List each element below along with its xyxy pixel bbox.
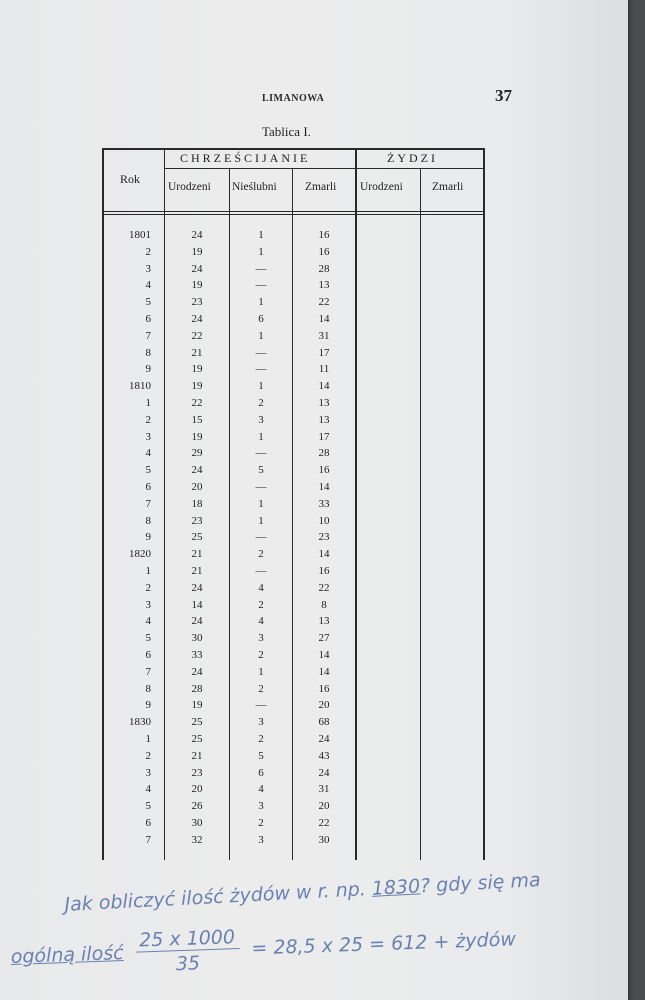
cell-year: 3: [145, 766, 151, 779]
cell-year: 1: [145, 397, 151, 409]
cell-chr-nieslubni: 3: [258, 800, 264, 813]
cell-chr-zmarli: 68: [318, 716, 330, 729]
handwritten-note-line-2: [10, 916, 517, 981]
cell-chr-zmarli: 11: [318, 363, 330, 376]
cell-chr-zmarli: 16: [318, 565, 330, 577]
cell-chr-nieslubni: —: [255, 481, 267, 493]
handwritten-fraction: [135, 926, 240, 977]
handwritten-note-year: 1830: [371, 875, 421, 900]
cell-year: 6: [145, 649, 151, 661]
cell-chr-urodzeni: 26: [191, 800, 203, 813]
handwritten-note-line-1-a: Jak obliczyć ilość żydów w r. np.: [64, 878, 367, 916]
cell-chr-zmarli: 14: [318, 313, 330, 325]
cell-chr-nieslubni: 6: [258, 313, 264, 325]
cell-chr-nieslubni: 1: [258, 497, 264, 510]
cell-chr-urodzeni: 24: [191, 665, 203, 678]
cell-chr-zmarli: 16: [318, 245, 330, 258]
cell-chr-urodzeni: 21: [191, 565, 203, 577]
data-table: [102, 148, 484, 860]
cell-chr-urodzeni: 19: [191, 430, 203, 443]
cell-chr-zmarli: 27: [318, 632, 330, 645]
cell-year: 6: [145, 817, 151, 829]
cell-chr-nieslubni: 4: [258, 615, 264, 628]
cell-chr-zmarli: 14: [318, 548, 330, 561]
cell-year: 2: [145, 245, 151, 258]
cell-year: 7: [145, 497, 151, 510]
subheader-chr-nieslubni: Nieślubni: [232, 181, 277, 193]
cell-chr-nieslubni: 3: [258, 833, 264, 846]
cell-chr-zmarli: 33: [318, 497, 330, 510]
cell-chr-zmarli: 20: [318, 800, 330, 813]
header-bottom-border-2: [102, 214, 484, 215]
cell-chr-urodzeni: 19: [191, 380, 203, 393]
cell-chr-nieslubni: 2: [258, 817, 264, 829]
cell-chr-urodzeni: 22: [191, 329, 203, 342]
cell-chr-nieslubni: 2: [258, 682, 264, 695]
cell-chr-zmarli: 22: [318, 581, 330, 594]
cell-year: 9: [145, 363, 151, 376]
cell-year: 1820: [129, 548, 151, 561]
cell-chr-zmarli: 17: [318, 430, 330, 443]
running-title: LIMANOWA: [262, 93, 325, 104]
cell-year: 5: [145, 296, 151, 309]
cell-year: 3: [145, 598, 151, 611]
handwritten-fraction-denominator: 35: [175, 952, 201, 976]
cell-chr-zmarli: 14: [318, 649, 330, 661]
cell-chr-nieslubni: —: [255, 262, 267, 275]
cell-chr-nieslubni: 1: [258, 665, 264, 678]
cell-chr-urodzeni: 19: [191, 279, 203, 292]
handwritten-note-line-2-a: ogólną ilość: [10, 942, 124, 968]
cell-chr-urodzeni: 30: [191, 817, 203, 829]
cell-chr-zmarli: 31: [318, 783, 330, 796]
cell-year: 1810: [129, 380, 151, 393]
subheader-chr-zmarli: Zmarli: [305, 181, 337, 193]
header-group-chrzescijanie: CHRZEŚCIJANIE: [180, 151, 311, 165]
cell-year: 2: [145, 581, 151, 594]
cell-chr-nieslubni: —: [255, 531, 267, 544]
cell-chr-zmarli: 13: [318, 615, 330, 628]
cell-chr-zmarli: 8: [321, 598, 327, 611]
handwritten-note-line-2-b: = 28,5 x 25 = 612 + żydów: [251, 928, 517, 960]
cell-year: 8: [145, 514, 151, 527]
group-header-divider: [164, 168, 484, 169]
cell-chr-nieslubni: 1: [258, 329, 264, 342]
cell-chr-nieslubni: —: [255, 346, 267, 359]
cell-chr-urodzeni: 23: [191, 296, 203, 309]
cell-chr-nieslubni: —: [255, 447, 267, 460]
cell-year: 4: [145, 447, 151, 460]
cell-chr-nieslubni: 3: [258, 413, 264, 426]
handwritten-note-line-1-b: ? gdy się ma: [419, 869, 542, 898]
cell-chr-urodzeni: 32: [191, 833, 203, 846]
cell-chr-urodzeni: 25: [191, 716, 203, 729]
cell-year: 1801: [129, 229, 151, 241]
cell-chr-nieslubni: 1: [258, 245, 264, 258]
cell-chr-zmarli: 24: [318, 766, 330, 779]
cell-chr-urodzeni: 33: [191, 649, 203, 661]
cell-chr-nieslubni: 2: [258, 649, 264, 661]
handwritten-fraction-numerator: 25 x 1000: [135, 926, 240, 953]
subheader-zyd-urodzeni: Urodzeni: [360, 181, 403, 193]
cell-chr-nieslubni: —: [255, 699, 267, 712]
cell-year: 8: [145, 682, 151, 695]
cell-year: 2: [145, 413, 151, 426]
cell-chr-urodzeni: 21: [191, 749, 203, 762]
cell-chr-zmarli: 24: [318, 733, 330, 745]
cell-chr-urodzeni: 20: [191, 481, 203, 493]
cell-chr-urodzeni: 21: [191, 548, 203, 561]
cell-year: 7: [145, 665, 151, 678]
cell-chr-nieslubni: 4: [258, 783, 264, 796]
subheader-chr-urodzeni: Urodzeni: [168, 181, 211, 193]
cell-chr-zmarli: 16: [318, 229, 330, 241]
col-divider-groups: [355, 148, 357, 860]
cell-chr-zmarli: 16: [318, 682, 330, 695]
cell-year: 4: [145, 615, 151, 628]
cell-year: 1: [145, 565, 151, 577]
cell-chr-zmarli: 31: [318, 329, 330, 342]
header-rok: Rok: [120, 172, 141, 186]
cell-chr-nieslubni: 2: [258, 598, 264, 611]
cell-year: 8: [145, 346, 151, 359]
cell-year: 6: [145, 313, 151, 325]
cell-chr-zmarli: 22: [318, 817, 330, 829]
cell-chr-zmarli: 28: [318, 447, 330, 460]
cell-chr-urodzeni: 23: [191, 514, 203, 527]
cell-chr-zmarli: 22: [318, 296, 330, 309]
cell-chr-urodzeni: 19: [191, 245, 203, 258]
cell-chr-nieslubni: —: [255, 279, 267, 292]
cell-chr-zmarli: 20: [318, 699, 330, 712]
cell-chr-urodzeni: 24: [191, 464, 203, 477]
cell-chr-nieslubni: 1: [258, 296, 264, 309]
cell-chr-nieslubni: —: [255, 363, 267, 376]
cell-year: 7: [145, 329, 151, 342]
cell-chr-nieslubni: 3: [258, 716, 264, 729]
header-bottom-border: [102, 211, 484, 212]
cell-chr-zmarli: 23: [318, 531, 330, 544]
cell-chr-nieslubni: 2: [258, 733, 264, 745]
cell-chr-nieslubni: 2: [258, 397, 264, 409]
cell-year: 1: [145, 733, 151, 745]
cell-chr-nieslubni: 5: [258, 749, 264, 762]
cell-chr-zmarli: 30: [318, 833, 330, 846]
cell-chr-urodzeni: 22: [191, 397, 203, 409]
cell-chr-zmarli: 43: [318, 749, 330, 762]
cell-chr-zmarli: 14: [318, 481, 330, 493]
cell-chr-urodzeni: 19: [191, 699, 203, 712]
cell-chr-nieslubni: 6: [258, 766, 264, 779]
cell-chr-zmarli: 13: [318, 279, 330, 292]
cell-year: 5: [145, 632, 151, 645]
cell-chr-nieslubni: —: [255, 565, 267, 577]
cell-chr-nieslubni: 1: [258, 430, 264, 443]
handwritten-note-line-1: [64, 869, 541, 916]
cell-year: 9: [145, 699, 151, 712]
cell-chr-zmarli: 14: [318, 380, 330, 393]
cell-chr-nieslubni: 5: [258, 464, 264, 477]
cell-chr-urodzeni: 18: [191, 497, 203, 510]
page-number: 37: [495, 86, 512, 105]
cell-chr-urodzeni: 24: [191, 313, 203, 325]
header-group-zydzi: ŻYDZI: [387, 151, 438, 165]
cell-year: 4: [145, 279, 151, 292]
table-right-border: [483, 148, 485, 860]
cell-chr-urodzeni: 24: [191, 615, 203, 628]
cell-chr-nieslubni: 1: [258, 229, 264, 241]
cell-chr-urodzeni: 19: [191, 363, 203, 376]
table-top-border: [102, 148, 484, 150]
cell-chr-zmarli: 28: [318, 262, 330, 275]
cell-chr-urodzeni: 24: [191, 581, 203, 594]
cell-year: 6: [145, 481, 151, 493]
cell-chr-zmarli: 16: [318, 464, 330, 477]
cell-chr-nieslubni: 2: [258, 548, 264, 561]
cell-year: 5: [145, 800, 151, 813]
cell-year: 3: [145, 430, 151, 443]
cell-year: 5: [145, 464, 151, 477]
cell-chr-urodzeni: 24: [191, 262, 203, 275]
cell-chr-urodzeni: 20: [191, 783, 203, 796]
cell-year: 7: [145, 833, 151, 846]
cell-year: 9: [145, 531, 151, 544]
cell-chr-urodzeni: 28: [191, 682, 203, 695]
cell-chr-urodzeni: 25: [191, 531, 203, 544]
cell-chr-urodzeni: 29: [191, 447, 203, 460]
cell-chr-urodzeni: 25: [191, 733, 203, 745]
cell-chr-urodzeni: 21: [191, 346, 203, 359]
cell-year: 2: [145, 749, 151, 762]
cell-year: 4: [145, 783, 151, 796]
cell-chr-zmarli: 10: [318, 514, 330, 527]
col-divider-zyd: [420, 168, 421, 860]
cell-chr-nieslubni: 4: [258, 581, 264, 594]
cell-chr-urodzeni: 14: [191, 598, 203, 611]
cell-chr-zmarli: 13: [318, 413, 330, 426]
cell-chr-urodzeni: 23: [191, 766, 203, 779]
table-caption: Tablica I.: [262, 124, 311, 139]
subheader-zyd-zmarli: Zmarli: [432, 181, 464, 193]
table-left-border: [102, 148, 104, 860]
cell-chr-nieslubni: 3: [258, 632, 264, 645]
cell-chr-zmarli: 17: [318, 346, 330, 359]
cell-chr-urodzeni: 30: [191, 632, 203, 645]
cell-chr-urodzeni: 15: [191, 413, 203, 426]
cell-chr-nieslubni: 1: [258, 380, 264, 393]
cell-chr-urodzeni: 24: [191, 229, 203, 241]
cell-year: 1830: [129, 716, 151, 729]
cell-chr-nieslubni: 1: [258, 514, 264, 527]
cell-year: 3: [145, 262, 151, 275]
cell-chr-zmarli: 14: [318, 665, 330, 678]
cell-chr-zmarli: 13: [318, 397, 330, 409]
